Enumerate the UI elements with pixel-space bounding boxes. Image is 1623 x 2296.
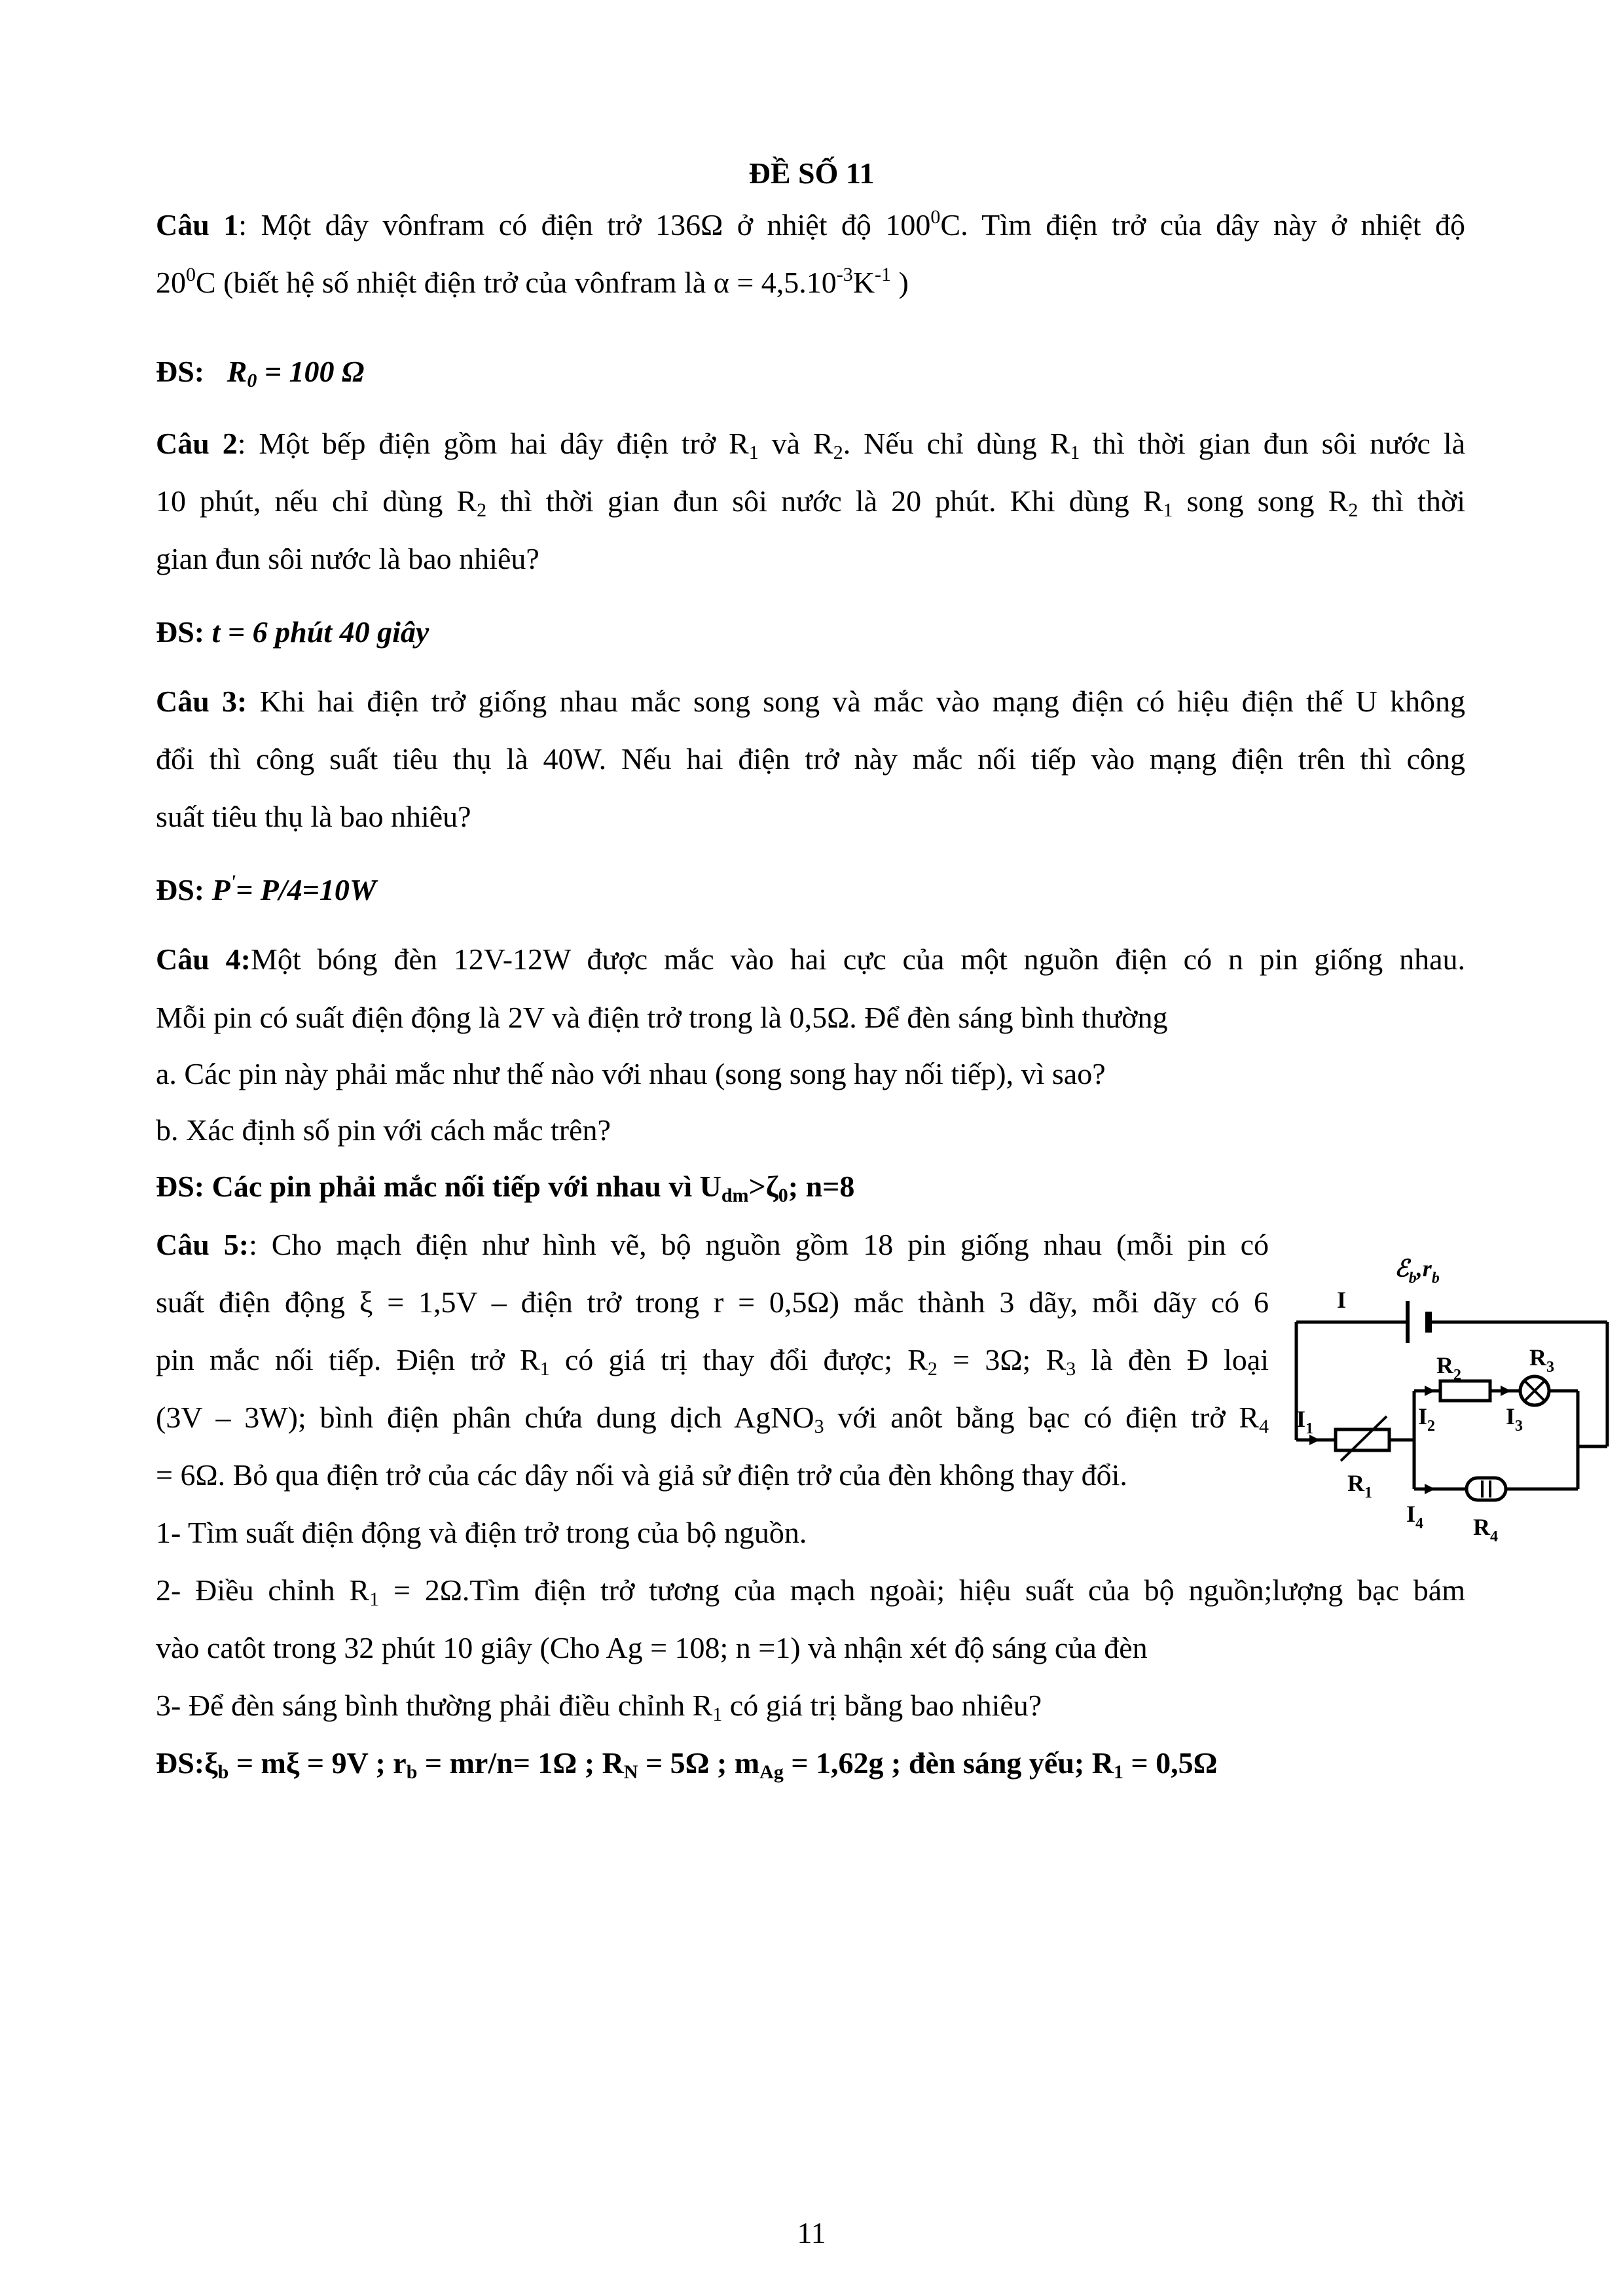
label-i2: $I_2$	[1418, 1403, 1436, 1435]
question-5-line-1: Câu 5:: Cho mạch điện như hình vẽ, bộ nguồn gồm 18 pin giống nhau (mỗi pin có	[156, 1228, 1269, 1261]
label-i1: $I_1$	[1296, 1406, 1314, 1437]
question-4-item-a: a. Các pin này phải mắc như thế nào với nhau (song song hay nối tiếp), vì sao?	[156, 1057, 1106, 1090]
circuit-diagram	[1277, 1230, 1617, 1571]
question-1-line-2: $20^0C$ (biết hệ số nhiệt điện trở của vônfram là $\alpha = 4,5.10^{-3}K^{-1}$ )	[156, 264, 909, 299]
question-2	[156, 415, 1465, 588]
label-i3: $I_3$	[1506, 1403, 1523, 1435]
question-4-item-b: b. Xác định số pin với cách mắc trên?	[156, 1113, 611, 1147]
answer-5: $ĐS:\xi_b = m\xi = 9V$ ; $r_b = mr/n= 1\Omega$ ; $R_N = 5\Omega$ ; $m_{Ag} = 1,62g$ ; đèn sáng yếu; $R_1 = 0,5\Omega$	[156, 1746, 1218, 1783]
label-r2: $R_2$	[1436, 1352, 1461, 1384]
source-label: $ℰ_b,r_b$	[1395, 1255, 1440, 1287]
page-title: ĐỀ SỐ 11	[748, 156, 875, 190]
question-5-line-4: (3V – 3W); bình điện phân chứa dung dịch AgNO$_3$ với anôt bằng bạc có điện trở $R_4$	[156, 1401, 1269, 1437]
question-1-line-1: Câu 1: Một dây vônfram có điện trở 136Ω ở nhiệt độ $100^0C$. Tìm điện trở của dây này ở nhiệt độ	[156, 206, 1465, 242]
question-5-item-2-cont: vào catôt trong 32 phút 10 giây (Cho Ag = 108; n =1) và nhận xét độ sáng của đèn	[156, 1631, 1148, 1664]
label-i: I	[1337, 1287, 1347, 1313]
arrow-i2	[1425, 1386, 1435, 1396]
question-5-line-5: = 6Ω. Bỏ qua điện trở của các dây nối và giả sử điện trở của đèn không thay đổi.	[156, 1458, 1127, 1492]
question-5-line-2: suất điện động ξ = 1,5V – điện trở trong r = 0,5Ω) mắc thành 3 dãy, mỗi dãy có 6	[156, 1285, 1269, 1319]
answer-2: ĐS: t = 6 phút 40 giây	[156, 615, 429, 649]
page-number: 11	[797, 2216, 826, 2250]
answer-4: ĐS: Các pin phải mắc nối tiếp với nhau vì $U_{dm}>\zeta_0$; n=8	[156, 1170, 855, 1206]
question-5-item-2: 2- Điều chỉnh $R_1$ = 2Ω.Tìm điện trở tương của mạch ngoài; hiệu suất của bộ nguồn;lượng bạc bám	[156, 1573, 1465, 1610]
r2-resistor	[1440, 1381, 1490, 1401]
question-5-item-3: 3- Để đèn sáng bình thường phải điều chỉnh $R_1$ có giá trị bằng bao nhiêu?	[156, 1689, 1042, 1725]
label-r4: $R_4$	[1473, 1514, 1498, 1545]
question-1	[156, 196, 1465, 312]
question-3-line-2: đổi thì công suất tiêu thụ là 40W. Nếu hai điện trở này mắc nối tiếp vào mạng điện trên thì công	[156, 742, 1465, 776]
answer-1: ĐS: $R_0 = 100$ Ω	[156, 355, 365, 391]
label-i4: $I_4$	[1406, 1501, 1424, 1532]
question-2-line-1: Câu 2: Một bếp điện gồm hai dây điện trở $R_1$ và $R_2$. Nếu chỉ dùng $R_1$ thì thời gian đun sôi nước là	[156, 427, 1466, 463]
question-4-line-1: Câu 4:Một bóng đèn 12V-12W được mắc vào hai cực của một nguồn điện có n pin giống nhau.	[156, 942, 1465, 976]
label-r1: $R_1$	[1347, 1470, 1372, 1501]
label-r3: $R_3$	[1529, 1344, 1554, 1376]
question-3-line-1: Câu 3: Khi hai điện trở giống nhau mắc song song và mắc vào mạng điện có hiệu điện thế U không	[156, 685, 1465, 718]
question-3-line-3: suất tiêu thụ là bao nhiêu?	[156, 800, 471, 833]
question-5-line-3: pin mắc nối tiếp. Điện trở $R_1$ có giá trị thay đổi được; $R_2 = 3\Omega$; $R_3$ là đèn Đ loại	[156, 1343, 1269, 1380]
question-4-body	[156, 990, 1167, 1215]
question-2-line-2: 10 phút, nếu chỉ dùng $R_2$ thì thời gian đun sôi nước là 20 phút. Khi dùng $R_1$ song song $R_2$ thì thời	[156, 484, 1466, 521]
question-2-line-3: gian đun sôi nước là bao nhiêu?	[156, 542, 539, 575]
question-3	[156, 673, 1465, 846]
r4-electrolytic-cell	[1467, 1478, 1506, 1500]
question-4	[156, 931, 1465, 988]
question-5-items	[156, 1504, 1465, 1792]
r1-variable-arrow	[1341, 1416, 1387, 1461]
question-5-item-1: 1- Tìm suất điện động và điện trở trong của bộ nguồn.	[156, 1516, 807, 1549]
answer-3: ĐS: P'= P/4=10W	[156, 871, 376, 906]
question-5	[156, 1216, 1269, 1504]
arrow-i4	[1425, 1484, 1435, 1494]
arrow-i3	[1501, 1386, 1511, 1396]
question-4-line-2: Mỗi pin có suất điện động là 2V và điện trở trong là 0,5Ω. Để đèn sáng bình thường	[156, 1001, 1168, 1034]
